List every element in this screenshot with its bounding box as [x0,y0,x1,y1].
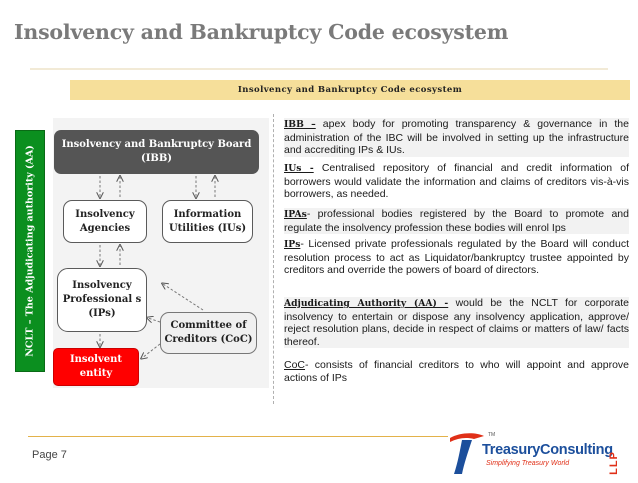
adjudicating-authority-label: NCLT – The Adjudicating authority (AA) [24,145,36,357]
definition-key: Adjudicating Authority (AA) - [284,298,449,309]
logo-llp-text: LLP [608,451,620,475]
page-number: Page 7 [32,449,67,461]
definition-ipas [284,208,629,234]
definition-ibb [284,118,629,157]
definition-text: - professional bodies registered by the Board to promote and regulate the insolvency profession these bodies will enrol Ips [284,208,629,234]
definition-text: apex body for promoting transparency & governance in the administration of the IBC will be involved in setting up the infrastructure and accrediting IPs & IUs. [284,118,629,156]
slide-title: Insolvency and Bankruptcy Code ecosystem [14,20,509,44]
definition-coc [284,359,629,384]
banner-text: Insolvency and Bankruptcy Code ecosystem [237,85,463,95]
ibb-box: Insolvency and Bankruptcy Board (IBB) [54,130,259,174]
logo-llp [603,443,625,483]
committee-of-creditors-box: Committee of Creditors (CoC) [160,312,257,354]
definition-text: - consists of financial creditors to who will appoint and approve actions of IPs [284,359,629,384]
definition-aa [284,297,629,348]
footer-divider [28,436,448,437]
logo-trademark: TM [488,432,496,438]
definition-ius [284,162,629,201]
definition-key: IBB – [284,119,316,130]
column-divider [273,114,274,404]
definition-key: IPs [284,239,301,250]
insolvency-agencies-box: Insolvency Agencies [63,200,147,243]
arrow-coc-to-ips-upper [163,284,203,310]
logo-mark [446,430,486,476]
arrow-coc-to-ips [148,318,160,322]
company-logo-name: TreasuryConsulting [482,442,613,458]
insolvency-professionals-box: Insolvency Professional s (IPs) [57,268,147,332]
definition-key: CoC [284,359,306,371]
definition-text: - Licensed private professionals regulated by the Board will conduct resolution process to act as Liquidator/bankruptcy trustee appointed by creditors and override the powers of board of directors. [284,238,629,276]
definition-key: IPAs [284,209,307,220]
company-tagline: Simplifying Treasury World [486,460,570,467]
definition-key: IUs - [284,163,314,174]
definition-text: would be the NCLT for corporate insolvency to entertain or dispose any insolvency application, approve/ reject resolution plans, decide in respect of claims or matters of law/ facts thereof. [284,297,629,348]
insolvent-entity-box: Insolvent entity [53,348,139,386]
definition-text: Centralised repository of financial and credit information of borrowers would validate the information and claims of creditors vis-à-vis borrowers, as needed. [284,162,629,200]
arrow-coc-to-entity [142,344,160,358]
definition-ips [284,238,629,277]
information-utilities-box: Information Utilities (IUs) [162,200,253,243]
